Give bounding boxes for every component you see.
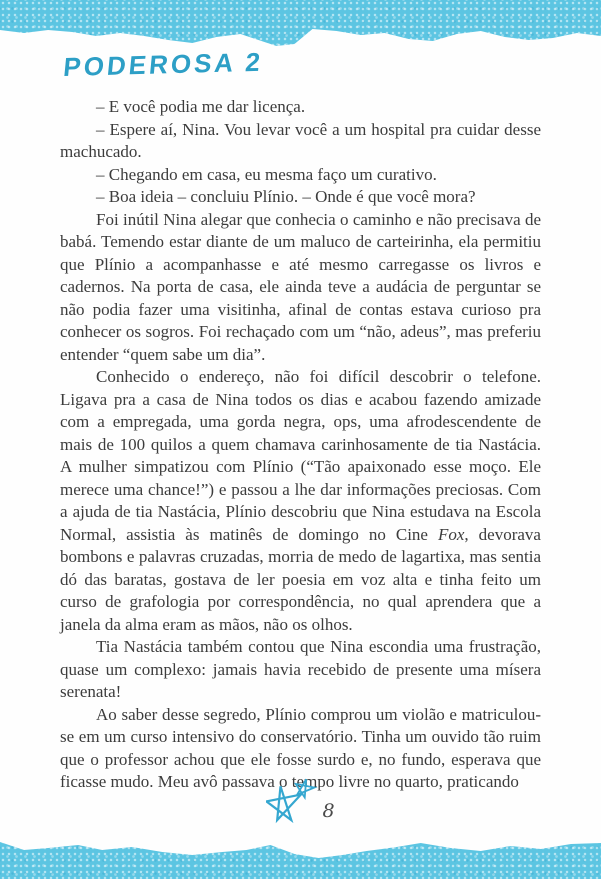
paragraph: Tia Nastácia também contou que Nina escondia uma frustração, quase um complexo: jamais havia recebido de presente uma mísera serenata! xyxy=(60,637,541,701)
stars-icon xyxy=(266,776,318,824)
paragraph: – Espere aí, Nina. Vou levar você a um hospital pra cuidar desse machucado. xyxy=(60,119,541,161)
paragraph: Ao saber desse segredo, Plínio comprou um violão e matriculou-se em um curso intensivo do conservatório. Tinha um ouvido tão ruim que o professor achou que ele fosse surdo e, no fundo, esperava que ficasse mudo. Meu avô passava o tempo livre no quarto, praticando xyxy=(60,704,541,791)
torn-paper-band-bottom xyxy=(0,839,601,879)
page-number: 8 xyxy=(322,800,335,822)
paragraph: – Chegando em casa, eu mesma faço um curativo. xyxy=(96,164,437,184)
paragraph: – Boa ideia – concluiu Plínio. – Onde é que você mora? xyxy=(96,187,476,206)
chapter-title: PODEROSA 2 xyxy=(62,46,265,82)
page-footer xyxy=(0,776,601,824)
paragraph: Foi inútil Nina alegar que conhecia o caminho e não precisava de babá. Temendo estar diante de um maluco de carteirinha, ela permitiu que Plínio a acompanhasse e até mesmo carregasse os livros e cadernos. Na porta de casa, ele ainda teve a audácia de perguntar se não podia fazer uma visitinha, afinal de contas estava curioso pra conhecer os sogros. Foi rechaçado com um “não, adeus”, mas preferiu entender “quem sabe um dia”. xyxy=(60,209,541,364)
body-text xyxy=(60,96,541,794)
torn-paper-band-top xyxy=(0,0,601,52)
paragraph: – E você podia me dar licença. xyxy=(96,97,306,116)
paragraph: Conhecido o endereço, não foi difícil descobrir o telefone. Ligava pra a casa de Nina todos os dias e acabou fazendo amizade com a empregada, uma gorda negra, ops, uma afrodescendente de mais de 100 quilos a quem chamava carinhosamente de tia Nastácia. A mulher simpatizou com Plínio (“Tão apaixonado esse moço. Ele merece uma chance!”) e passou a lhe dar informações preciosas. Com a ajuda de tia Nastácia, Plínio descobriu que Nina estudava na Escola Normal, assistia às matinês de domingo no Cine Fox, devorava bombons e palavras cruzadas, morria de medo de lagartixa, mas sentia dó das baratas, gostava de ler poesia em voz alta e tinha feito um curso de grafologia por correspondência, no qual aprendera que a janela da alma eram as mãos, não os olhos. xyxy=(60,367,541,634)
